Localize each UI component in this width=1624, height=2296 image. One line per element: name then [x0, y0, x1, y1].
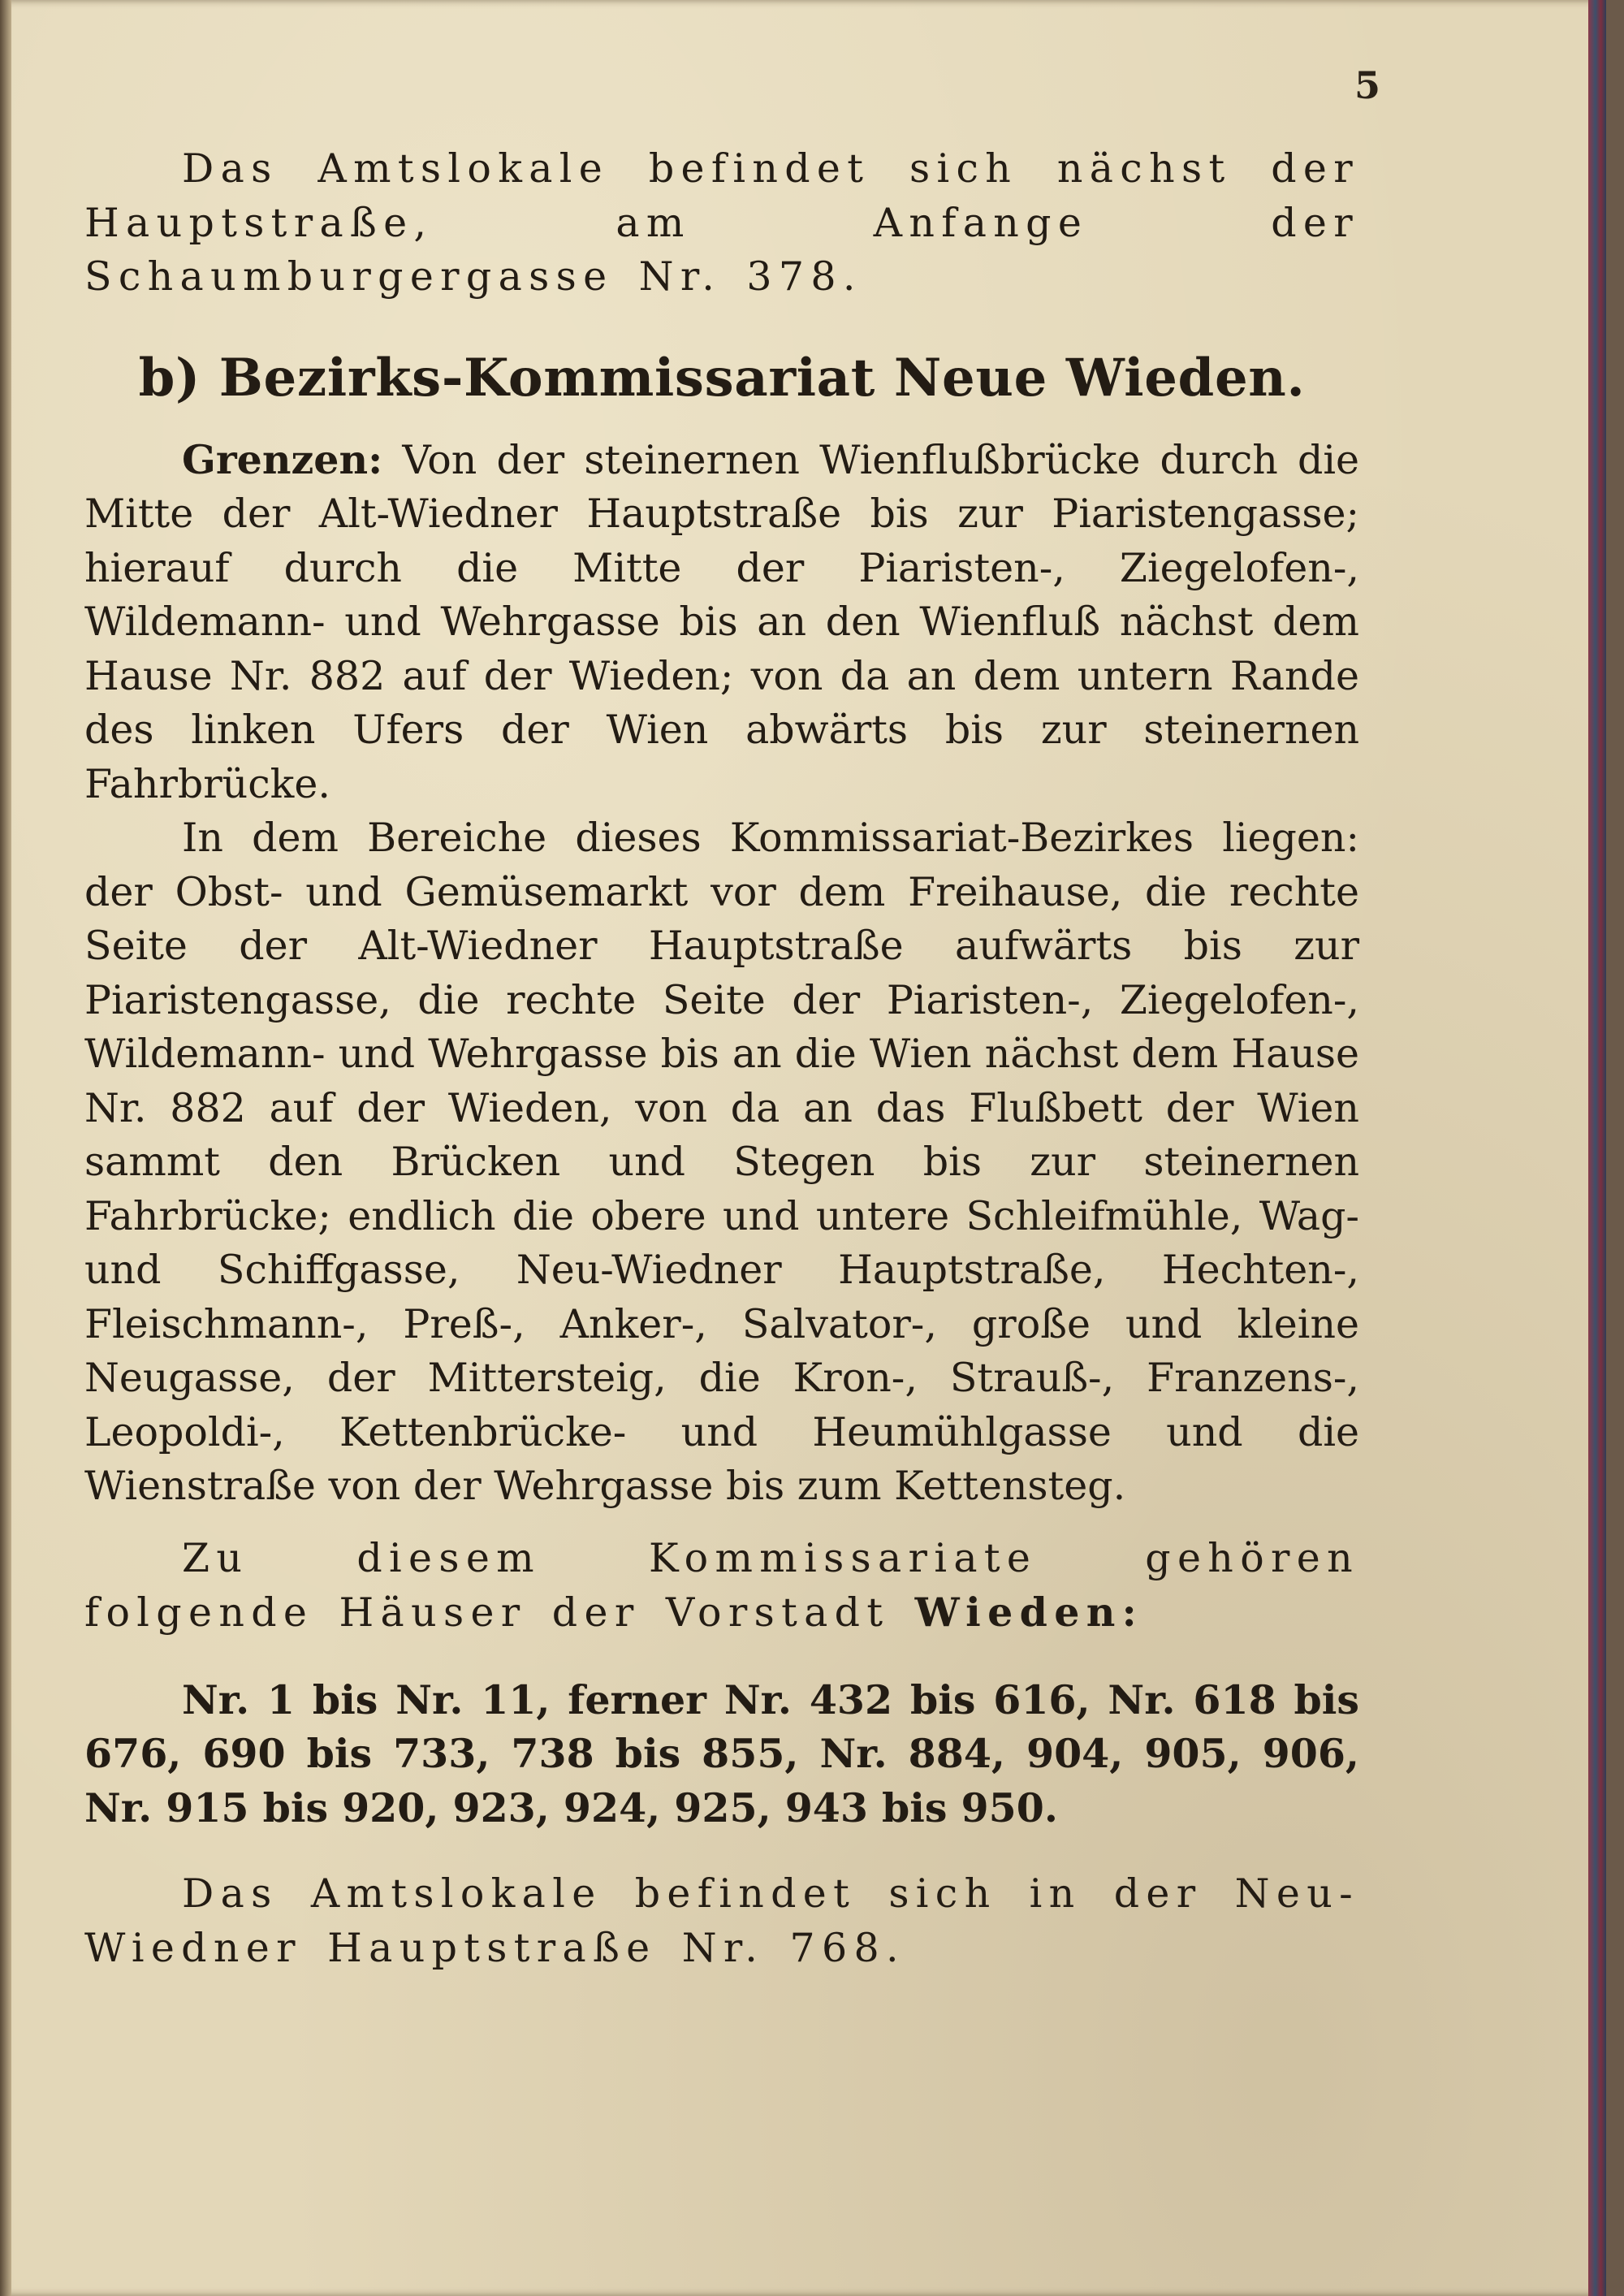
paragraph-amtslokale-2: Das Amtslokale befindet sich in der Neu-Wiedner Hauptstraße Nr. 768. [84, 1870, 1359, 1971]
paragraph-bereich: In dem Bereiche dieses Kommissariat-Bezirkes liegen: der Obst- und Gemüsemarkt vor dem Freihause, die rechte Seite der Alt-Wiedner Hauptstraße aufwärts bis zur Piaristengasse, die rechte Seite der Piaristen-, Ziegelofen-, Wildemann- und Wehrgasse bis an die Wien nächst dem Hause Nr. 882 auf der Wieden, von da an das Flußbett der Wien sammt den Brücken und Stegen bis zur steinernen Fahrbrücke; endlich die obere und untere Schleifmühle, Wag- und Schiffgasse, Neu-Wiedner Hauptstraße, Hechten-, Fleischmann-, Preß-, Anker-, Salvator-, große und kleine Neugasse, der Mittersteig, die Kron-, Strauß-, Franzens-, Leopoldi-, Kettenbrücke- und Heumühlgasse und die Wienstraße von der Wehrgasse bis zum Kettensteg. [84, 815, 1359, 1509]
grenzen-label: Grenzen: [182, 435, 383, 483]
paragraph-zu-diesem [84, 1532, 1359, 1641]
body-text [84, 142, 1359, 1975]
zu-diesem-text: Zu diesem Kommissariate gehören folgende Häuser der Vorstadt [84, 1534, 1359, 1636]
zu-diesem-bold: Wieden: [914, 1589, 1144, 1636]
page-number: 5 [1354, 63, 1380, 107]
paragraph-grenzen [84, 433, 1359, 812]
grenzen-text: Von der steinernen Wienflußbrücke durch die Mitte der Alt-Wiedner Hauptstraße bis zur Piaristengasse; hierauf durch die Mitte der Piaristen-, Ziegelofen-, Wildemann- und Wehrgasse bis an den Wienfluß nächst dem Hause Nr. 882 auf der Wieden; von da an dem untern Rande des linken Ufers der Wien abwärts bis zur steinernen Fahrbrücke. [84, 436, 1360, 807]
paragraph-amtslokale-1: Das Amtslokale befindet sich nächst der Hauptstraße, am Anfange der Schaumburgergasse Nr. 378. [84, 145, 1359, 300]
paragraph-house-numbers: Nr. 1 bis Nr. 11, ferner Nr. 432 bis 616, Nr. 618 bis 676, 690 bis 733, 738 bis 855, Nr. 884, 904, 905, 906, Nr. 915 bis 920, 923, 924, 925, 943 bis 950. [84, 1676, 1359, 1831]
section-heading: b) Bezirks-Kommissariat Neue Wieden. [138, 347, 1306, 409]
book-edge [1588, 0, 1606, 2296]
page-gutter [0, 0, 11, 2296]
